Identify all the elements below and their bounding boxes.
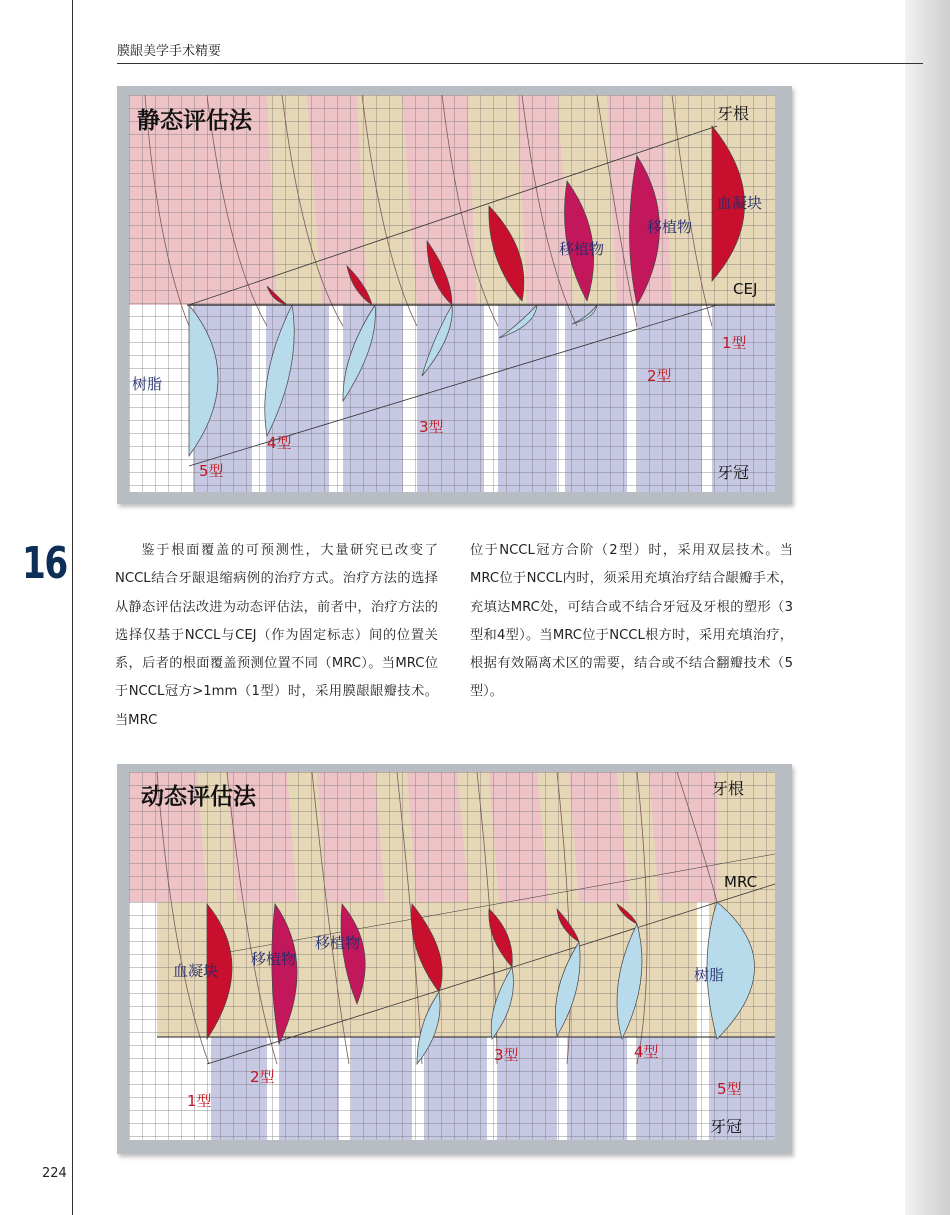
figure-dynamic-evaluation [117,764,792,1154]
dynamic-label-mrc: MRC [724,873,758,891]
running-header: 膜龈美学手术精要 [117,44,222,59]
body-text-right: 位于NCCL冠方合阶（2型）时，采用双层技术。当MRC位于NCCL内时，须采用充填治疗结合龈瓣手术，充填达MRC处，可结合或不结合牙冠及牙根的塑形（3型和4型）。当MRC位于NCCL根方时，采用充填治疗，根据有效隔离术区的需要，结合或不结合翻瓣技术（5型）。 [470,543,793,700]
dynamic-label-type2: 2型 [250,1068,275,1086]
static-label-resin: 树脂 [132,375,163,393]
static-label-type2: 2型 [647,367,672,385]
page-number: 224 [42,1166,67,1181]
static-label-type4: 4型 [267,434,292,452]
static-label-type5: 5型 [199,462,224,480]
dynamic-label-graft-a: 移植物 [251,950,297,968]
static-figure-title: 静态评估法 [137,108,252,134]
dynamic-label-graft-b: 移植物 [315,934,361,952]
chapter-number: 16 [22,538,67,589]
body-text-left: 鉴于根面覆盖的可预测性，大量研究已改变了NCCL结合牙龈退缩病例的治疗方式。治疗方法的选择从静态评估法改进为动态评估法，前者中，治疗方法的选择仅基于NCCL与CEJ（作为固定标志）间的位置关系，后者的根面覆盖预测位置不同（MRC）。当MRC位于NCCL冠方>1mm（1型）时，采用膜龈龈瓣技术。当MRC [115,543,438,728]
page-edge-shadow [905,0,950,1215]
static-label-type3: 3型 [419,418,444,436]
dynamic-label-type4: 4型 [634,1043,659,1061]
static-label-graft-a: 移植物 [647,218,693,236]
static-label-type1: 1型 [722,334,747,352]
static-diagram-backdrop [129,95,775,492]
dynamic-figure-title: 动态评估法 [141,784,256,810]
dynamic-label-type3: 3型 [494,1046,519,1064]
dynamic-label-type1: 1型 [187,1092,212,1110]
static-label-root: 牙根 [717,104,750,123]
dynamic-label-type5: 5型 [717,1080,742,1098]
dynamic-label-crown: 牙冠 [710,1117,743,1136]
figure-static-evaluation [117,86,792,504]
static-label-clot: 血凝块 [717,194,763,212]
header-rule [117,63,923,64]
static-label-graft-b: 移植物 [559,240,605,258]
dynamic-label-resin: 树脂 [694,966,725,984]
static-label-crown: 牙冠 [717,463,750,482]
dynamic-label-clot: 血凝块 [173,962,219,980]
margin-rule [72,0,73,1215]
dynamic-label-root: 牙根 [712,779,745,798]
static-label-cej: CEJ [733,280,758,298]
